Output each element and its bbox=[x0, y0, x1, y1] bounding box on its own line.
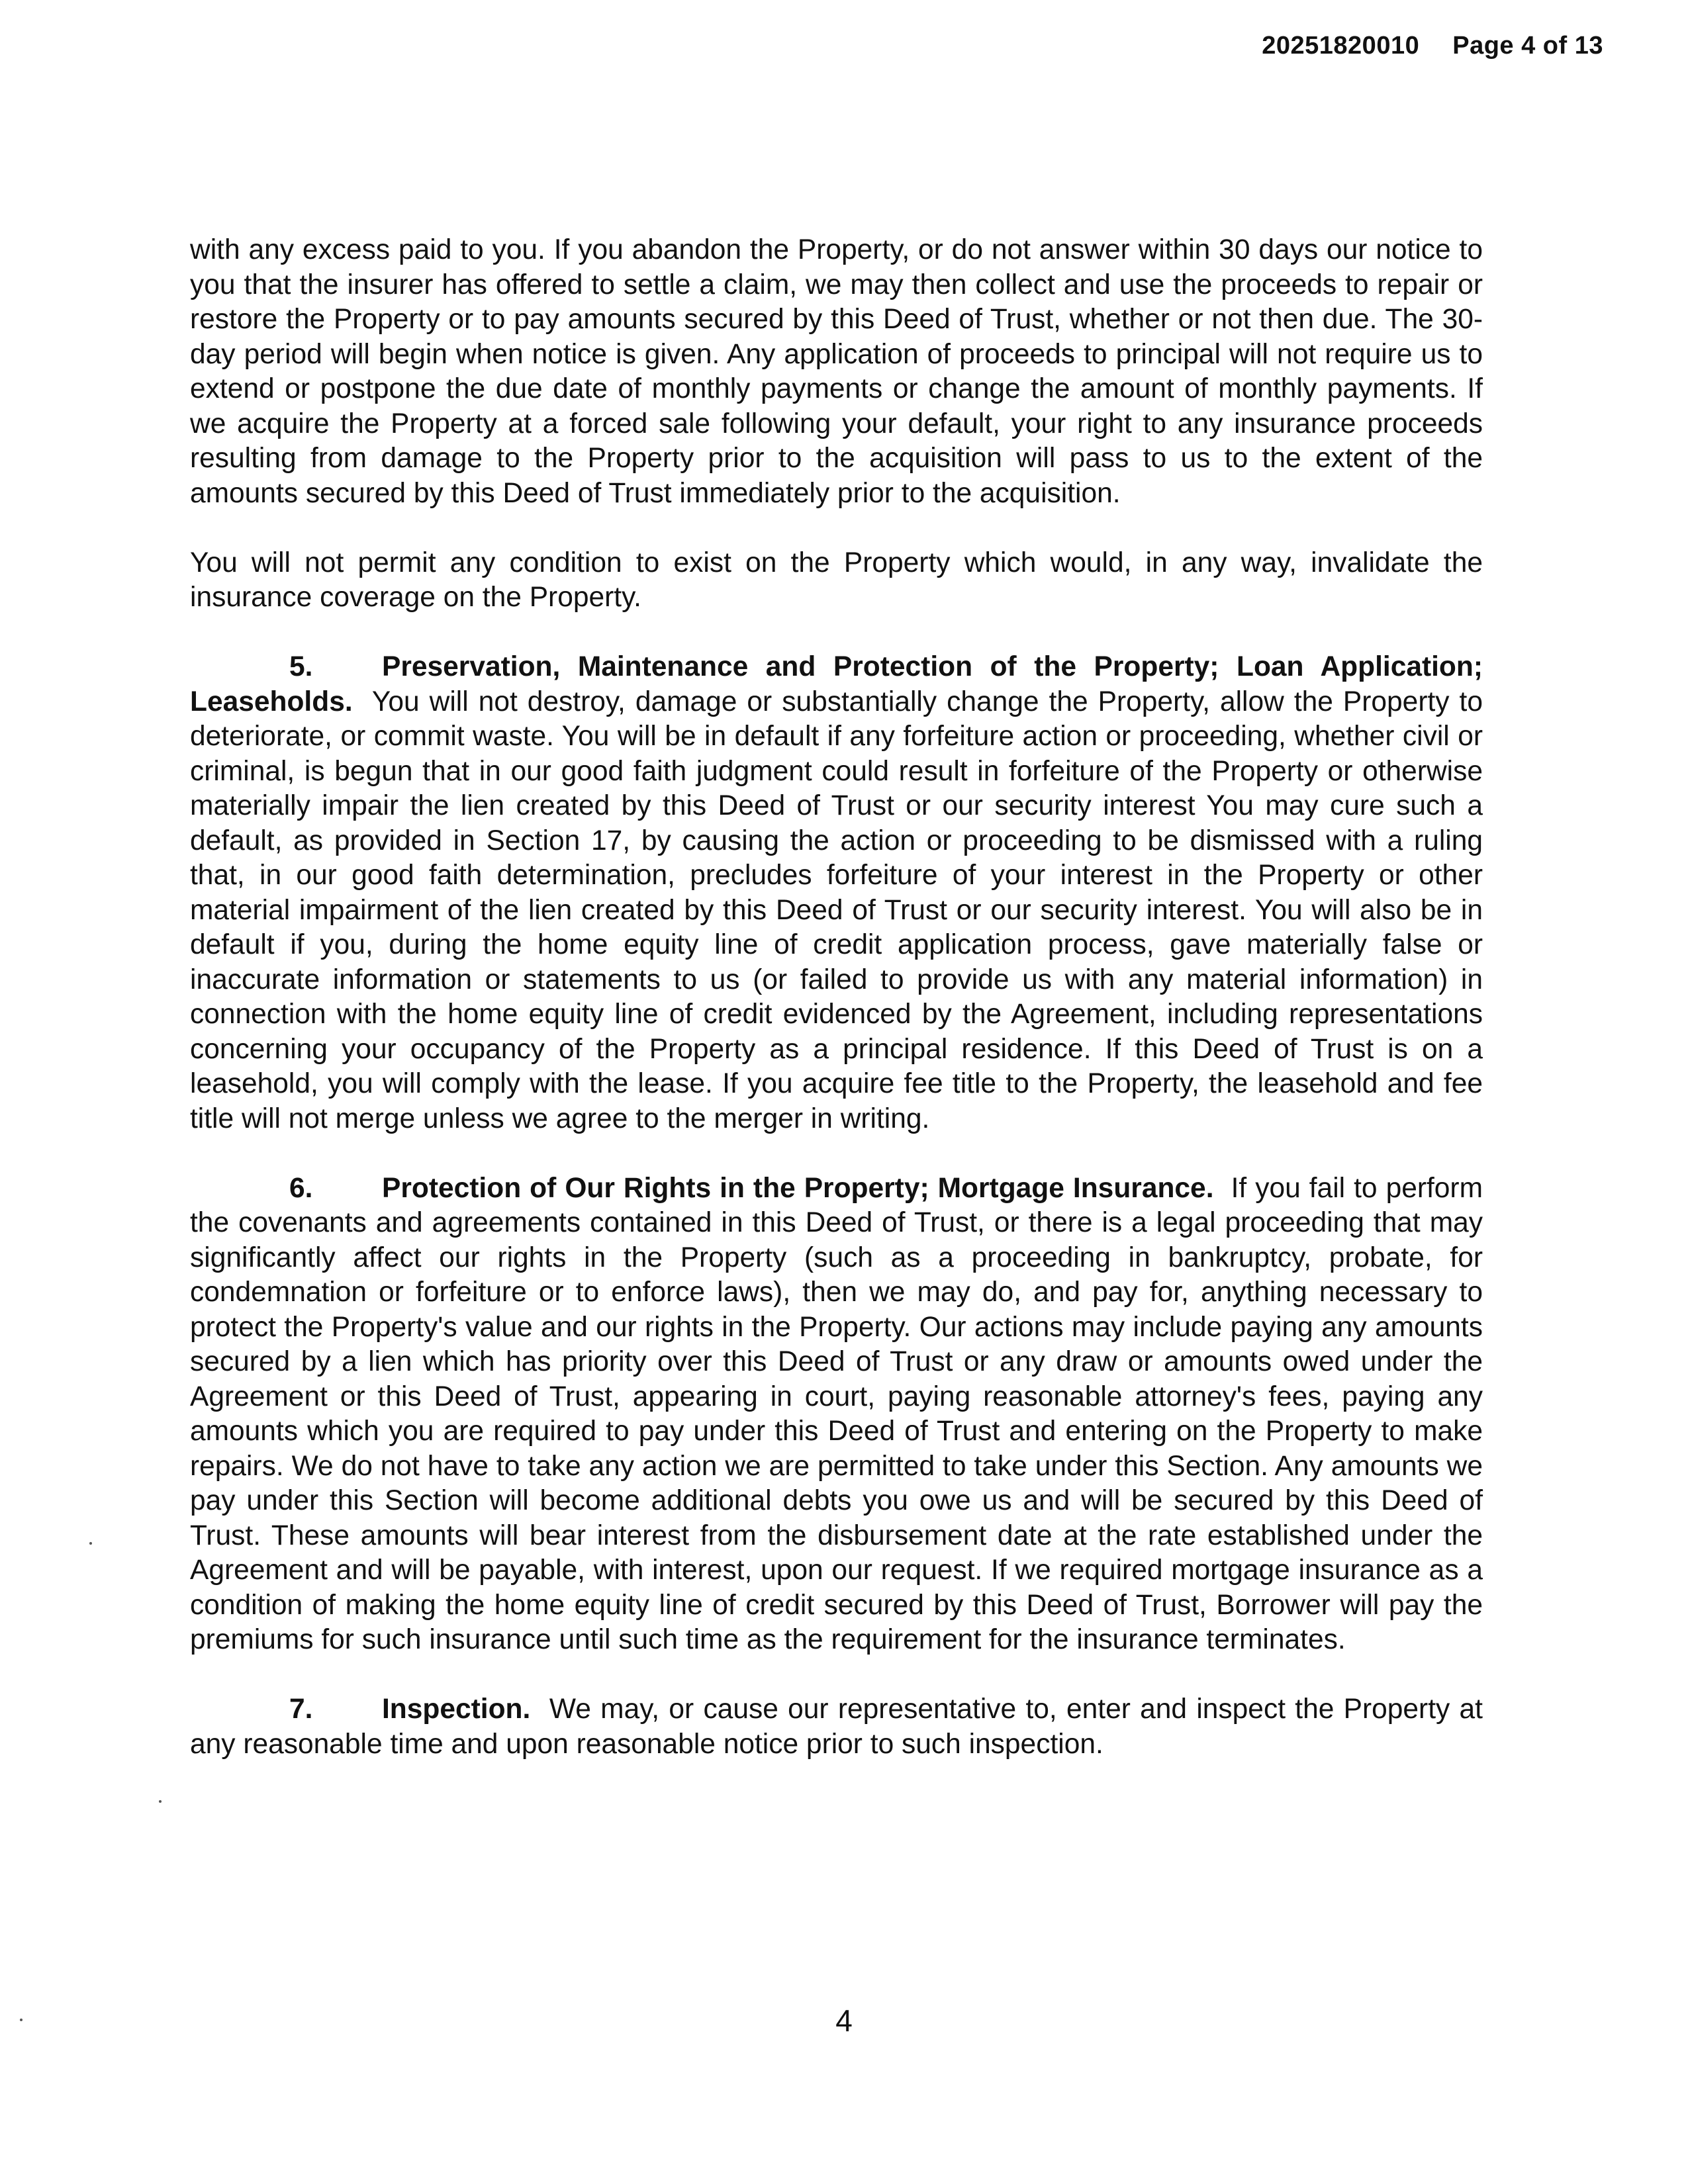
section-6-heading: Protection of Our Rights in the Property; Mortgage Insurance. bbox=[382, 1172, 1214, 1204]
section-5-heading: Preservation, Maintenance and Protection of the Property; Loan Application; Leaseholds. bbox=[190, 651, 1483, 717]
page-header bbox=[1262, 32, 1603, 60]
section-6 bbox=[190, 1171, 1483, 1658]
scan-speck bbox=[89, 1542, 92, 1545]
section-7 bbox=[190, 1692, 1483, 1762]
page-label: Page 4 of 13 bbox=[1452, 32, 1603, 60]
section-7-number: 7. bbox=[289, 1694, 313, 1725]
section-5-number: 5. bbox=[289, 651, 313, 682]
section-5 bbox=[190, 650, 1483, 1136]
section-5-text: You will not destroy, damage or substantially change the Property, allow the Property to deteriorate, or commit waste. You will be in default if any forfeiture action or proceeding, whether civil or criminal, is begun that in our good faith judgment could result in forfeiture of the Property or otherwise materially impair the lien created by this Deed of Trust or our security interest You may cure such a default, as provided in Section 17, by causing the action or proceeding to be dismissed with a ruling that, in our good faith determination, precludes forfeiture of your interest in the Property or other material impairment of the lien created by this Deed of Trust or our security interest. You will also be in default if you, during the home equity line of credit application process, gave materially false or inaccurate information or statements to us (or failed to provide us with any material information) in connection with the home equity line of credit evidenced by the Agreement, including representations concerning your occupancy of the Property as a principal residence. If this Deed of Trust is on a leasehold, you will comply with the lease. If you acquire fee title to the Property, the leasehold and fee title will not merge unless we agree to the merger in writing. bbox=[190, 686, 1483, 1134]
document-body bbox=[190, 233, 1483, 1797]
scan-speck bbox=[20, 2019, 23, 2021]
scan-speck bbox=[159, 1800, 162, 1803]
section-7-heading: Inspection. bbox=[382, 1694, 531, 1725]
paragraph-insurance-proceeds: with any excess paid to you. If you abandon the Property, or do not answer within 30 days our notice to you that the insurer has offered to settle a claim, we may then collect and use the proceeds to repair or restore the Property or to pay amounts secured by this Deed of Trust, whether or not then due. The 30-day period will begin when notice is given. Any application of proceeds to principal will not require us to extend or postpone the due date of monthly payments or change the amount of monthly payments. If we acquire the Property at a forced sale following your default, your right to any insurance proceeds resulting from damage to the Property prior to the acquisition will pass to us to the extent of the amounts secured by this Deed of Trust immediately prior to the acquisition. bbox=[190, 234, 1483, 509]
section-7-text: We may, or cause our representative to, enter and inspect the Property at any reasonable time and upon reasonable notice prior to such inspection. bbox=[190, 1694, 1483, 1760]
paragraph-insurance-coverage: You will not permit any condition to exist on the Property which would, in any way, invalidate the insurance coverage on the Property. bbox=[190, 547, 1483, 613]
document-number: 20251820010 bbox=[1262, 32, 1420, 60]
section-6-number: 6. bbox=[289, 1172, 313, 1204]
page-number: 4 bbox=[835, 2003, 853, 2038]
section-6-text: If you fail to perform the covenants and agreements contained in this Deed of Trust, or there is a legal proceeding that may significantly affect our rights in the Property (such as a proceeding in bankruptcy, probate, for condemnation or forfeiture or to enforce laws), then we may do, and pay for, anything necessary to protect the Property's value and our rights in the Property. Our actions may include paying any amounts secured by a lien which has priority over this Deed of Trust or any draw or amounts owed under the Agreement or this Deed of Trust, appearing in court, paying reasonable attorney's fees, paying any amounts which you are required to pay under this Deed of Trust and entering on the Property to make repairs. We do not have to take any action we are permitted to take under this Section. Any amounts we pay under this Section will become additional debts you owe us and will be secured by this Deed of Trust. These amounts will bear interest from the disbursement date at the rate established under the Agreement and will be payable, with interest, upon our request. If we required mortgage insurance as a condition of making the home equity line of credit secured by this Deed of Trust, Borrower will pay the premiums for such insurance until such time as the requirement for the insurance terminates. bbox=[190, 1172, 1483, 1655]
